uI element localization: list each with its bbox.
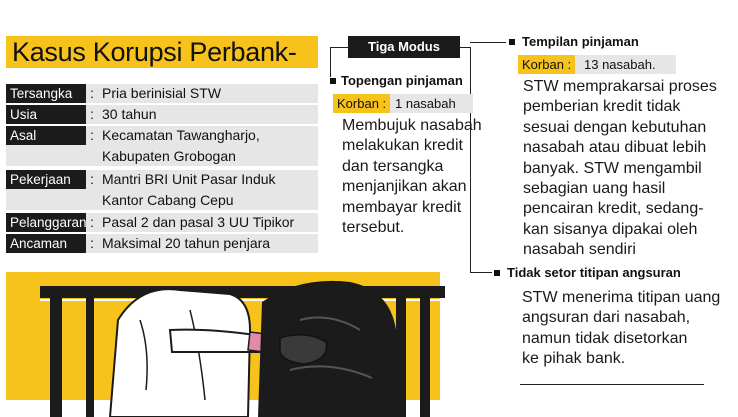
connector-line — [330, 47, 348, 48]
text-line: ke pihak bank. — [522, 350, 626, 368]
profile-value: 30 tahun — [102, 106, 157, 122]
korban-bar — [333, 94, 473, 113]
profile-label: Tersangka — [6, 84, 86, 103]
profile-value: Kecamatan Tawangharjo, — [102, 127, 260, 143]
connector-line — [330, 47, 331, 77]
profile-row-ancaman — [6, 234, 318, 253]
profile-row-pekerjaan — [6, 170, 318, 210]
profile-row-usia — [6, 105, 318, 124]
modus-heading: Tempilan pinjaman — [522, 34, 639, 49]
text-line: melakukan kredit — [342, 137, 463, 155]
modus-heading: Tidak setor titipan angsuran — [507, 265, 681, 280]
bullet-icon — [494, 270, 500, 276]
colon: : — [90, 106, 94, 122]
page-title: Kasus Korupsi Perbank- — [12, 37, 297, 67]
colon: : — [90, 235, 94, 251]
divider-line — [520, 384, 704, 385]
colon: : — [90, 214, 94, 230]
text-line: sesuai dengan kebutuhan — [523, 118, 707, 136]
profile-value: Maksimal 20 tahun penjara — [102, 235, 271, 251]
korban-label: Korban : — [518, 55, 575, 74]
profile-row-asal — [6, 126, 318, 166]
korban-label: Korban : — [333, 94, 390, 113]
profile-value-2: Kantor Cabang Cepu — [102, 192, 234, 208]
modus-description — [522, 288, 720, 370]
text-line: nasabah atau dibuat lebih — [523, 139, 707, 157]
modus-heading: Topengan pinjaman — [341, 73, 463, 88]
connector-line — [460, 47, 470, 48]
korban-value: 1 nasabah — [395, 96, 456, 111]
text-line: membayar kredit — [342, 198, 462, 216]
text-line: pencairan kredit, sedang- — [523, 200, 704, 218]
text-line: nasabah sendiri — [523, 241, 636, 259]
text-line: STW menerima titipan uang — [522, 289, 721, 306]
profile-row-pelanggaran — [6, 213, 318, 232]
korban-bar — [518, 55, 676, 74]
modus-description — [342, 116, 482, 238]
colon: : — [90, 127, 94, 143]
korban-value: 13 nasabah. — [584, 57, 656, 72]
colon: : — [90, 85, 94, 101]
profile-value: Mantri BRI Unit Pasar Induk — [102, 171, 276, 187]
colon: : — [90, 171, 94, 187]
text-line: namun tidak disetorkan — [522, 329, 688, 347]
text-line: pemberian kredit tidak — [523, 98, 681, 116]
text-line: sebagian uang hasil — [523, 180, 666, 198]
profile-label: Pekerjaan — [6, 170, 86, 189]
illustration-handover-image — [0, 260, 445, 417]
profile-row-tersangka — [6, 84, 318, 103]
profile-label: Asal — [6, 126, 86, 145]
text-line: menjanjikan akan — [342, 178, 467, 196]
text-line: kan sisanya dipakai oleh — [523, 220, 698, 238]
profile-label: Usia — [6, 105, 86, 124]
text-line: STW memprakarsai proses — [523, 78, 717, 95]
connector-line — [470, 272, 492, 273]
bullet-icon — [509, 39, 515, 45]
connector-line — [470, 42, 506, 43]
profile-value-2: Kabupaten Grobogan — [102, 148, 236, 164]
profile-value: Pasal 2 dan pasal 3 UU Tipikor — [102, 214, 295, 230]
bullet-icon — [330, 78, 336, 84]
text-line: tersebut. — [342, 219, 405, 237]
text-line: angsuran dari nasabah, — [522, 309, 691, 327]
modus-header: Tiga Modus — [348, 36, 460, 58]
profile-label: Pelanggaran — [6, 213, 86, 232]
text-line: dan tersangka — [342, 157, 444, 175]
modus-description — [523, 77, 717, 261]
profile-value: Pria berinisial STW — [102, 85, 222, 101]
text-line: banyak. STW mengambil — [523, 159, 702, 177]
text-line: Membujuk nasabah — [342, 117, 482, 134]
profile-label: Ancaman — [6, 234, 86, 253]
